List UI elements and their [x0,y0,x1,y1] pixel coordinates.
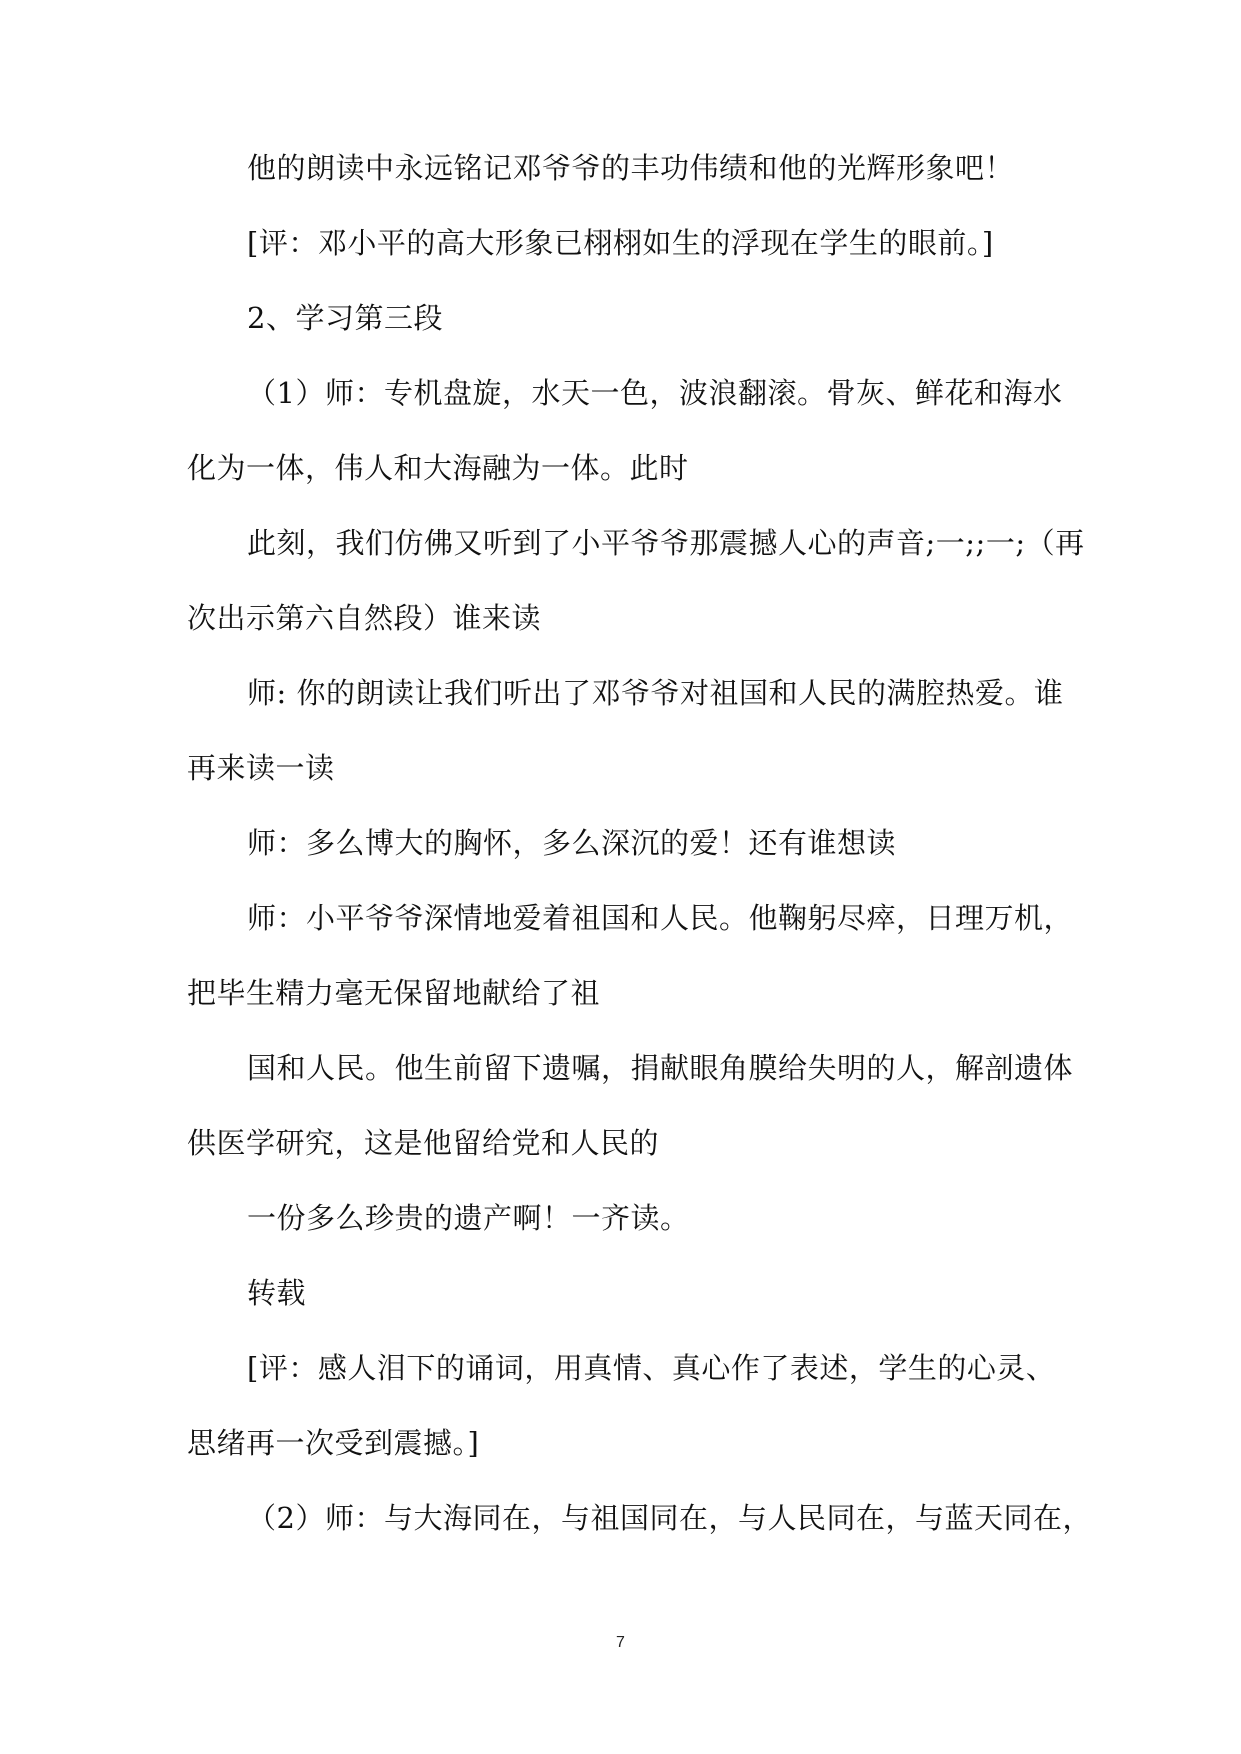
text-line: （1）师：专机盘旋，水天一色，波浪翻滚。骨灰、鲜花和海水 [247,376,1063,410]
section-heading: 2、学习第三段 [247,301,443,335]
text-line: 转载 [247,1276,307,1310]
text-line: 国和人民。他生前留下遗嘱，捐献眼角膜给失明的人，解剖遗体 [247,1051,1074,1085]
text-line: （2）师：与大海同在，与祖国同在，与人民同在，与蓝天同在， [247,1501,1092,1535]
text-line: 化为一体，伟人和大海融为一体。此时 [187,451,689,485]
text-line: 他的朗读中永远铭记邓爷爷的丰功伟绩和他的光辉形象吧！ [247,151,1015,185]
text-line: 师：小平爷爷深情地爱着祖国和人民。他鞠躬尽瘁，日理万机， [247,901,1074,935]
review-comment: [评：感人泪下的诵词，用真情、真心作了表述，学生的心灵、 [247,1351,1056,1385]
review-comment: [评：邓小平的高大形象已栩栩如生的浮现在学生的眼前。] [247,226,994,260]
text-line: 次出示第六自然段）谁来读 [187,601,542,635]
text-line: 师: 你的朗读让我们听出了邓爷爷对祖国和人民的满腔热爱。谁 [247,676,1064,710]
text-line: 供医学研究，这是他留给党和人民的 [187,1126,660,1160]
text-line: 此刻，我们仿佛又听到了小平爷爷那震撼人心的声音;一;;一;（再 [247,526,1085,560]
text-line: 一份多么珍贵的遗产啊！一齐读。 [247,1201,690,1235]
page-number: 7 [616,1634,625,1651]
review-comment: 思绪再一次受到震撼。] [187,1426,480,1460]
text-line: 师：多么博大的胸怀，多么深沉的爱！还有谁想读 [247,826,897,860]
text-line: 再来读一读 [187,751,335,785]
text-line: 把毕生精力毫无保留地献给了祖 [187,976,601,1010]
